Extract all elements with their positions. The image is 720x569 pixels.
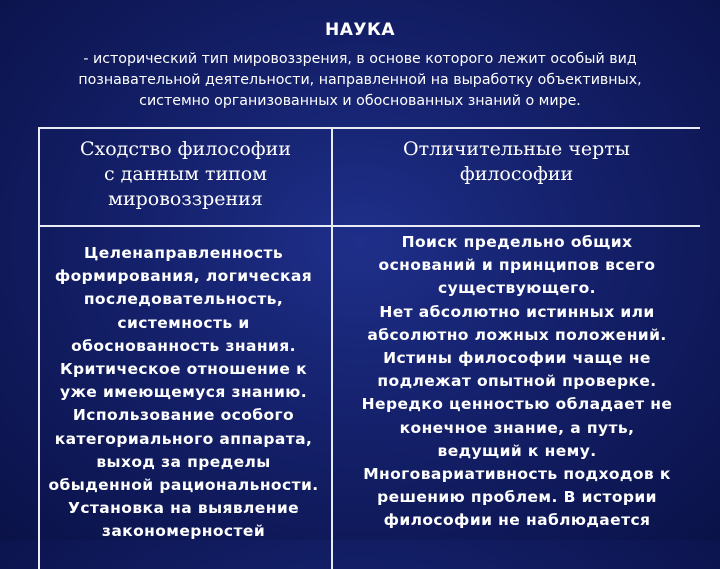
cell-line: Поиск предельно общих <box>401 233 633 251</box>
cell-line: последовательность, <box>83 290 284 309</box>
definition-line: системно организованных и обоснованных знаний о мире. <box>139 93 581 109</box>
cell-line: оснований и принципов всего <box>378 256 656 275</box>
header-similarity <box>40 137 331 212</box>
header-differences <box>333 137 700 187</box>
header-divider <box>40 225 700 227</box>
cell-line: Использование особого <box>72 406 295 425</box>
cell-line: абсолютно ложных положений. <box>367 325 667 344</box>
cell-line: ведущий к нему. <box>437 441 597 460</box>
cell-line: Истины философии чаще не <box>383 349 651 368</box>
definition-text <box>40 49 680 112</box>
slide-title: НАУКА <box>324 20 396 40</box>
cell-line: Нередко ценностью обладает не <box>361 395 673 414</box>
header-line: мировоззрения <box>108 188 263 210</box>
cell-line: системность и <box>117 313 250 332</box>
header-line: Сходство философии <box>79 138 292 160</box>
cell-line: конечное знание, а путь, <box>399 418 635 437</box>
differences-cell <box>332 231 702 533</box>
header-line: Отличительные черты <box>403 138 630 160</box>
comparison-table <box>38 127 700 569</box>
cell-line: закономерностей <box>101 522 266 541</box>
cell-line: Целенаправленность <box>83 244 284 262</box>
definition-line: - исторический тип мировоззрения, в основе которого лежит особый вид <box>83 51 637 67</box>
cell-line: выход за пределы <box>96 452 271 471</box>
cell-line: обоснованность знания. <box>71 336 296 355</box>
cell-line: категориального аппарата, <box>54 429 313 448</box>
cell-line: формирования, логическая <box>54 267 313 286</box>
similarity-cell <box>34 242 333 544</box>
definition-line: познавательной деятельности, направленной на выработку объективных, <box>78 72 642 88</box>
header-line: с данным типом <box>103 163 268 185</box>
cell-line: философии не наблюдается <box>383 511 651 530</box>
cell-line: Многовариативность подходов к <box>363 465 671 484</box>
cell-line: Нет абсолютно истинных или <box>379 302 655 321</box>
cell-line: существующего. <box>438 279 596 298</box>
cell-line: решению проблем. В истории <box>377 488 657 507</box>
cell-line: обыденной рациональности. <box>48 476 319 495</box>
cell-line: Установка на выявление <box>67 499 300 518</box>
cell-line: уже имеющемуся знанию. <box>59 383 307 402</box>
cell-line: Критическое отношение к <box>59 360 308 379</box>
header-line: философии <box>459 163 574 185</box>
cell-line: подлежат опытной проверке. <box>377 372 657 391</box>
